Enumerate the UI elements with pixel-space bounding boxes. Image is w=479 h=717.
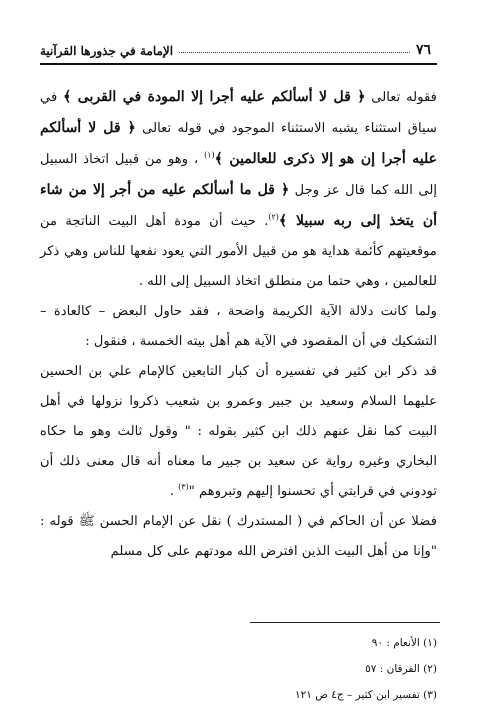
- header-dot-leader: [179, 52, 410, 53]
- running-title: الإمامة في جذورها القرآنية: [40, 44, 174, 58]
- footnote-ref-3: (٣): [178, 482, 189, 492]
- text-run: فضلا عن أن الحاكم في ( المستدرك ) نقل عن الإمام الحسن ﷺ قوله : "وإنا من أهل البيت الذين افترض الله مودتهم على كل مسلم: [40, 514, 437, 559]
- footnote-ref-1: (١): [204, 150, 215, 160]
- footnotes: [237, 630, 437, 708]
- paragraph-3: [40, 357, 437, 507]
- text-run: .: [169, 484, 179, 499]
- paragraph-4: [40, 507, 437, 567]
- footnote-1: (١) الأنعام : ٩٠: [371, 637, 437, 649]
- footnote-separator: [250, 622, 440, 623]
- text-run: فقوله تعالى: [365, 90, 437, 105]
- text-run: . حيث أن مودة أهل البيت الناتجة من موقعيتهم كأئمة هداية هو من قبيل الأمور التي يعود نفعها للناس وهي ذكر للعالمين ، وهي حتما من منطلق اتخاذ السبيل إلى الله .: [40, 214, 437, 289]
- footnote-3: (٣) تفسير ابن كثير – ج٤ ص ١٢١: [294, 689, 437, 701]
- page-header: [40, 36, 437, 58]
- paragraph-2: [40, 297, 437, 357]
- footnote-2: (٢) الفرقان : ٥٧: [365, 663, 437, 675]
- text-run: في سياق استثناء يشبه الاستثناء الموجود في قوله تعالى: [40, 90, 437, 136]
- quran-verse-1: ﴿ قل لا أسألكم عليه أجرا إلا المودة في القربى ﴾: [63, 89, 366, 105]
- text-run: ولما كانت دلالة الآية الكريمة واضحة ، فقد حاول البعض – كالعادة – التشكيك في أن المقصود في الآية هم أهل بيته الخمسة ، فنقول :: [40, 304, 437, 349]
- quran-verse-3: ﴿ قل ما أسألكم عليه من أجر إلا من شاء أن يتخذ إلى ربه سبيلا ﴾: [40, 182, 437, 229]
- footnote-ref-2: (٢): [268, 212, 279, 222]
- quran-verse-2: ﴿ قل لا أسألكم عليه أجرا إن هو إلا ذكرى للعالمين ﴾: [40, 120, 437, 167]
- paragraph-1: [40, 82, 437, 297]
- page-number: ٧٦: [415, 42, 431, 58]
- text-run: ، وهو من قبيل اتخاذ السبيل إلى الله كما قال عز وجل: [40, 152, 438, 198]
- text-run: قد ذكر ابن كثير في تفسيره أن كبار التابعين كالإمام علي بن الحسين عليهما السلام وسعيد بن جبير وعمرو بن شعيب ذكروا نزولها في أهل البيت كما نقل عنهم ذلك ابن كثير بقوله : " وقول ثالث وهو ما حكاه البخاري وغيره رواية عن سعيد بن جبير ما معناه أنه قال معنى ذلك أن تودوني في قرابتي أي تحسنوا إليهم وتبروهم ": [40, 364, 437, 499]
- body-text: [40, 82, 437, 567]
- header-rule: [40, 63, 437, 65]
